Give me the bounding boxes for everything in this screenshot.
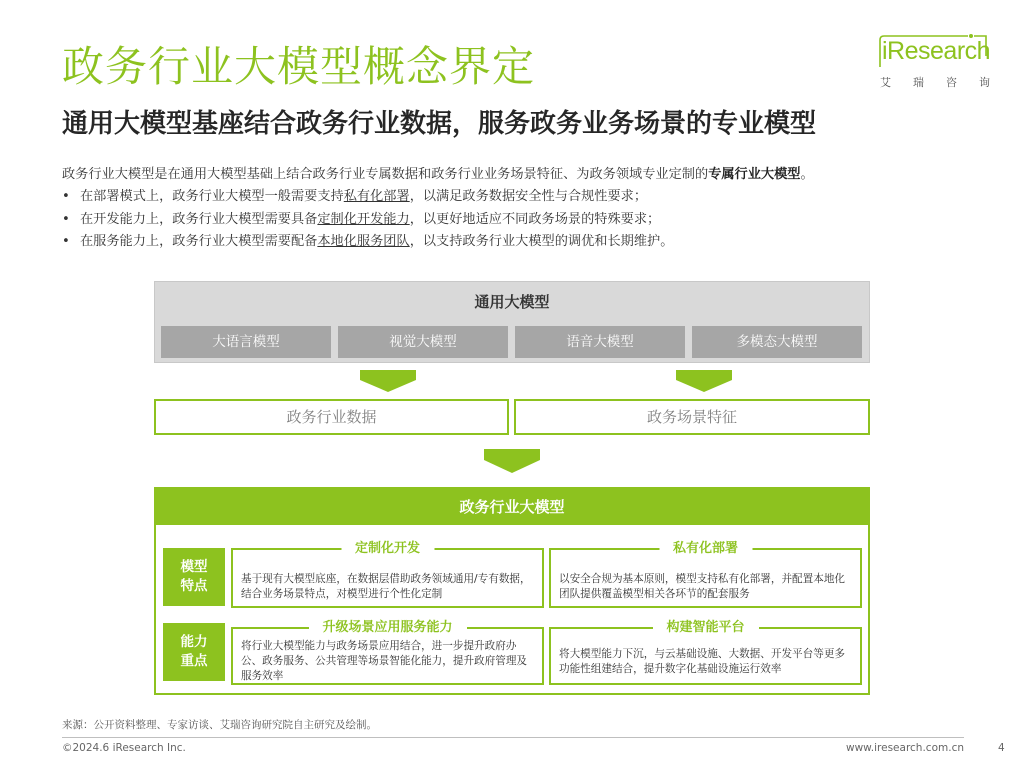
panel-text: 将大模型能力下沉，与云基础设施、大数据、开发平台等更多功能性组建结合，提升数字化基础设施运行效率 (559, 648, 846, 675)
bullet-dot: • (62, 211, 70, 227)
footer-divider (62, 737, 964, 738)
panel-text: 将行业大模型能力与政务场景应用结合，进一步提升政府办公、政务服务、公共管理等场景智能化能力，提升政府管理及服务效率 (241, 640, 528, 682)
government-model-title: 政务行业大模型 (156, 489, 868, 525)
bullet-text: 在部署模式上，政务行业大模型一般需要支持 (80, 189, 344, 204)
panel-title: 私有化部署 (659, 540, 752, 558)
iresearch-logo (878, 34, 990, 88)
sub-model-vision: 视觉大模型 (338, 326, 508, 358)
bullet-keyword: 本地化服务团队 (317, 234, 410, 249)
panel-private-deployment (549, 541, 862, 608)
row-label-capability-focus (163, 623, 225, 681)
row-label-line: 重点 (180, 653, 208, 669)
logo-char: 咨 (946, 76, 957, 89)
bullet-keyword: 私有化部署 (343, 189, 410, 204)
logo-wordmark: iResearch (882, 37, 991, 65)
bullet-item (62, 231, 673, 254)
down-arrow-icon (674, 368, 734, 394)
bullet-text: 在开发能力上，政务行业大模型需要具备 (80, 211, 318, 227)
bullet-text: ，以更好地适应不同政务场景的特殊要求； (409, 211, 661, 227)
bullet-text: 在服务能力上，政务行业大模型需要配备 (80, 234, 318, 249)
logo-chinese-chars (880, 74, 990, 90)
panel-custom-development (231, 541, 544, 608)
panel-text: 以安全合规为基本原则，模型支持私有化部署，并配置本地化团队提供覆盖模型相关各环节的配套服务 (559, 573, 846, 600)
copyright: ©2024.6 iResearch Inc. (62, 742, 186, 754)
bullet-dot: • (62, 189, 70, 204)
panel-scene-service (231, 620, 544, 685)
panel-text: 基于现有大模型底座，在数据层借助政务领域通用/专有数据，结合业务场景特点，对模型进行个性化定制 (241, 573, 531, 600)
bullet-item (62, 186, 673, 209)
sub-model-speech: 语音大模型 (515, 326, 685, 358)
bullet-dot: • (62, 234, 70, 249)
website-url: www.iresearch.com.cn (845, 742, 964, 754)
logo-char: 艾 (880, 76, 891, 89)
logo-char: 询 (979, 76, 990, 89)
bullet-item (62, 209, 673, 232)
row-label-model-features (163, 548, 225, 606)
input-industry-data: 政务行业数据 (154, 399, 509, 435)
general-model-box (154, 281, 870, 363)
panel-title: 升级场景应用服务能力 (308, 619, 466, 637)
down-arrow-icon (358, 368, 418, 394)
panel-title: 构建智能平台 (652, 619, 758, 637)
sub-model-llm: 大语言模型 (161, 326, 331, 358)
panel-smart-platform (549, 620, 862, 685)
row-label-line: 模型 (180, 559, 208, 575)
general-model-title: 通用大模型 (474, 293, 550, 311)
panel-title: 定制化开发 (341, 540, 434, 558)
government-model-box (154, 487, 870, 695)
intro-paragraph (62, 164, 814, 186)
bullet-text: ，以支持政务行业大模型的调优和长期维护。 (409, 234, 674, 249)
input-scene-features: 政务场景特征 (514, 399, 870, 435)
bullet-text: ，以满足政务数据安全性与合规性要求； (409, 189, 648, 204)
intro-end: 。 (800, 167, 814, 182)
sub-model-multimodal: 多模态大模型 (692, 326, 862, 358)
down-arrow-icon (482, 447, 542, 475)
source-note: 来源：公开资料整理、专家访谈、艾瑞咨询研究院自主研究及绘制。 (62, 719, 377, 731)
page-title: 政务行业大模型概念界定 (62, 42, 536, 91)
bullet-list (62, 186, 673, 254)
row-label-line: 能力 (180, 634, 208, 650)
page-subtitle: 通用大模型基座结合政务行业数据，服务政务业务场景的专业模型 (62, 109, 817, 139)
intro-text: 政务行业大模型是在通用大模型基础上结合政务行业专属数据和政务行业业务场景特征、为政务领域专业定制的 (62, 167, 709, 182)
row-label-line: 特点 (180, 578, 208, 594)
page-number: 4 (998, 742, 1005, 754)
logo-char: 瑞 (913, 76, 924, 89)
bullet-keyword: 定制化开发能力 (317, 211, 410, 227)
intro-emphasis: 专属行业大模型 (708, 167, 801, 182)
